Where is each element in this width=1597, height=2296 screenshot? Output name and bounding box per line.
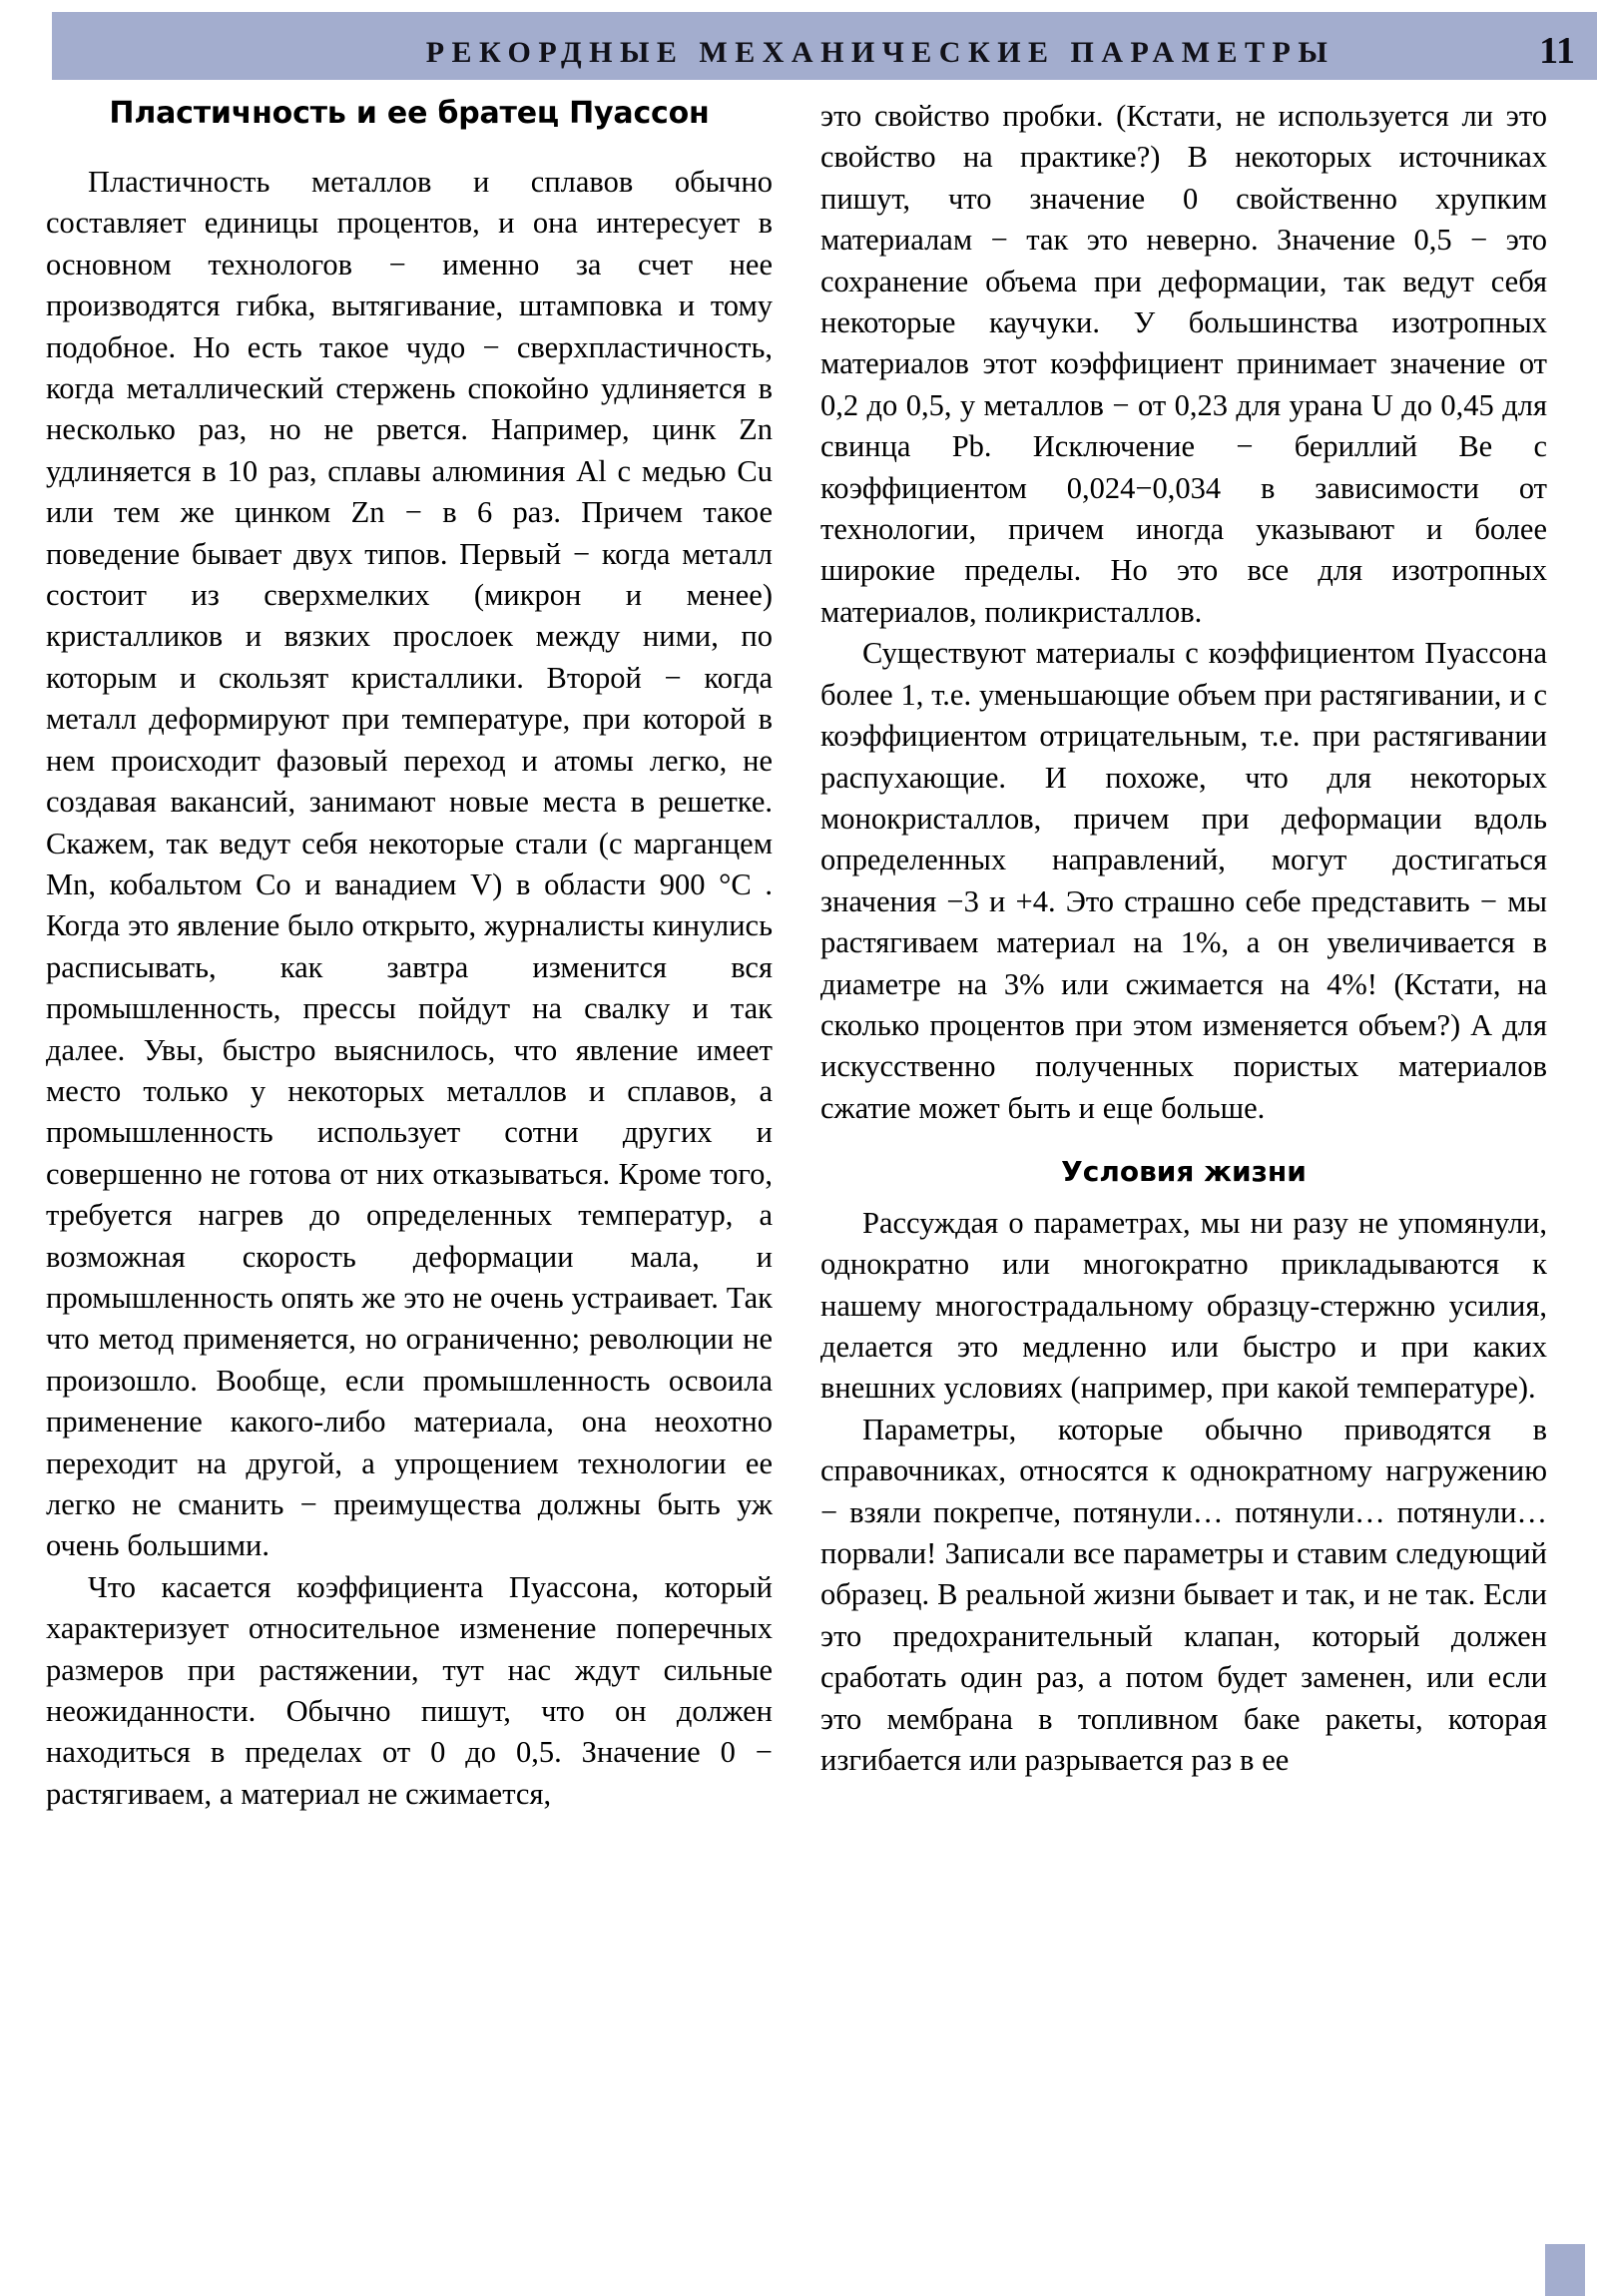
section-heading: Пластичность и ее братец Пуассон: [109, 96, 710, 131]
page-body: [0, 96, 1597, 2272]
paragraph: Пластичность металлов и сплавов обычно составляет единицы процентов, и она интересует в основном технологов − именно за счет нее производятся гибка, вытягивание, штамповка и тому подобное. Но есть такое чудо − сверхпластичность, когда металлический стержень спокойно удлиняется в несколько раз, но не рвется. Например, цинк Zn удлиняется в 10 раз, сплавы алюминия Al с медью Cu или тем же цинком Zn − в 6 раз. Причем такое поведение бывает двух типов. Первый − когда металл состоит из сверхмелких (микрон и менее) кристалликов и вязких прослоек между ними, по которым и скользят кристаллики. Второй − когда металл деформируют при температуре, при которой в нем происходит фазовый переход и атомы легко, не создавая вакансий, занимают новые места в решетке. Скажем, так ведут себя некоторые стали (с марганцем Mn, кобальтом Co и ванадием V) в области 900 °C . Когда это явление было открыто, журналисты кинулись расписывать, как завтра изменится вся промышленность, прессы пойдут на свалку и так далее. Увы, быстро выяснилось, что явление имеет место только у некоторых металлов и сплавов, а промышленность использует сотни других и совершенно не готова от них отказываться. Кроме того, требуется нагрев до определенных температур, а возможная скорость деформации мала, и промышленность опять же это не очень устраивает. Так что метод применяется, но ограниченно; революции не произошло. Вообще, если промышленность освоила применение какого-либо материала, она неохотно переходит на другой, а упрощением технологии ее легко не сманить − преимущества должны быть уж очень большими.: [46, 165, 773, 1563]
corner-marker: [1545, 2244, 1585, 2296]
page-number: 11: [1539, 30, 1575, 72]
sub-heading: Условия жизни: [1061, 1155, 1307, 1189]
running-header-title: РЕКОРДНЫЕ МЕХАНИЧЕСКИЕ ПАРАМЕТРЫ: [425, 36, 1335, 69]
left-column: [46, 96, 773, 2272]
paragraph: это свойство пробки. (Кстати, не используется ли это свойство на практике?) В некоторых источниках пишут, что значение 0 свойственно хрупким материалам − так это неверно. Значение 0,5 − это сохранение объема при деформации, так ведут себя некоторые каучуки. У большинства изотропных материалов этот коэффициент принимает значение от 0,2 до 0,5, у металлов − от 0,23 для урана U до 0,45 для свинца Pb. Исключение − бериллий Be с коэффициентом 0,024−0,034 в зависимости от технологии, причем иногда указывают и более широкие пределы. Но это все для изотропных материалов, поликристаллов.: [820, 99, 1547, 629]
right-column: [820, 96, 1547, 2272]
paragraph: Существуют материалы с коэффициентом Пуассона более 1, т.е. уменьшающие объем при растягивании, и с коэффициентом отрицательным, т.е. при растягивании распухающие. И похоже, что для некоторых монокристаллов, причем при деформации вдоль определенных направлений, могут достигаться значения −3 и +4. Это страшно себе представить − мы растягиваем материал на 1%, а он увеличивается в диаметре на 3% или сжимается на 4%! (Кстати, на сколько процентов при этом изменяется объем?) А для искусственно полученных пористых материалов сжатие может быть и еще больше.: [820, 636, 1547, 1125]
running-header-band: [52, 12, 1597, 80]
paragraph: Параметры, которые обычно приводятся в справочниках, относятся к однократному нагружению − взяли покрепче, потянули… потянули… потянули… порвали! Записали все параметры и ставим следующий образец. В реальной жизни бывает и так, и не так. Если это предохранительный клапан, который должен сработать один раз, а потом будет заменен, или если это мембрана в топливном баке ракеты, которая изгибается или разрывается раз в ее: [820, 1412, 1547, 1778]
paragraph: Что касается коэффициента Пуассона, который характеризует относительное изменение поперечных размеров при растяжении, тут нас ждут сильные неожиданности. Обычно пишут, что он должен находиться в пределах от 0 до 0,5. Значение 0 − растягиваем, а материал не сжимается,: [46, 1569, 773, 1811]
paragraph: Рассуждая о параметрах, мы ни разу не упомянули, однократно или многократно прикладываются к нашему многострадальному образцу-стержню усилия, делается это медленно или быстро и при каких внешних условиях (например, при какой температуре).: [820, 1205, 1547, 1406]
